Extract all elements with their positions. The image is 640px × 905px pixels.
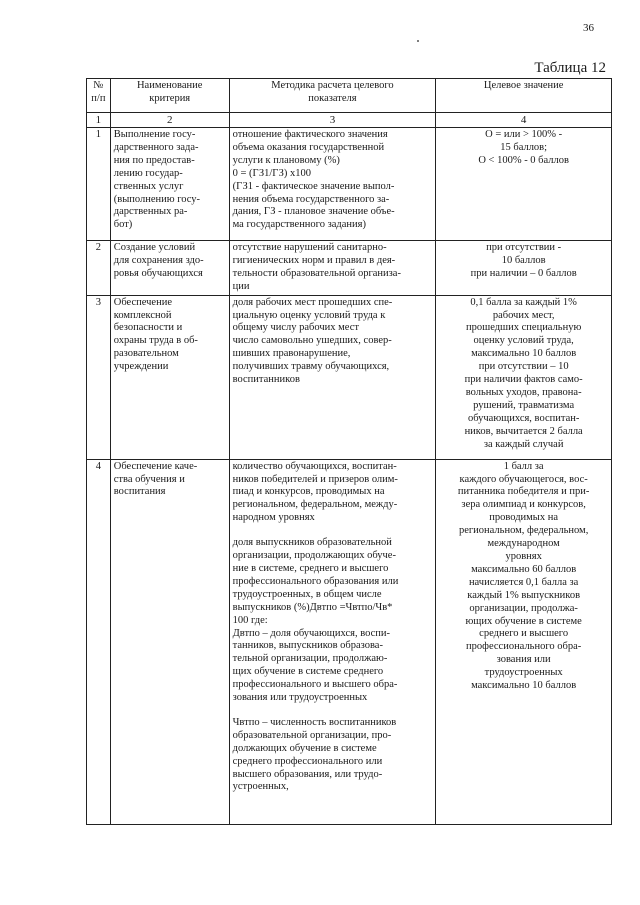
table-row — [87, 295, 612, 459]
row-target: 1 балл за каждого обучающегося, вос- питанника победителя и при- зера олимпиад и конкурсов, проводимых на региональном, федеральном, международном уровнях максимально 60 баллов начисляется 0,1 балла за каждый 1% выпускников организации, продолжа- ющих обучение в системе среднего и высшего профессионального обра- зования или трудоустроенных максимально 10 баллов — [436, 459, 612, 824]
method-paragraph: Чвтпо – численность воспитанников образовательной организации, про- должающих обучение в системе среднего профессионального или высшего образования, или трудо- устроенных, — [232, 716, 397, 793]
row-target: 0,1 балла за каждый 1% рабочих мест, прошедших специальную оценку условий труда, максимально 10 баллов при отсутствии – 10 при наличии фактов само- вольных уходов, правона- рушений, травматизма обучающихся, воспитан- ников, вычитается 2 балла за каждый случай — [436, 295, 612, 459]
criteria-table — [86, 78, 612, 825]
row-method — [229, 459, 436, 824]
row-criterion: Выполнение госу- дарственного зада- ния по предостав- лению государ- ственных услуг (выполнению госу- дарственных ра- бот) — [110, 128, 229, 241]
row-method: отношение фактического значения объема оказания государственной услуги к плановому (%) 0 = (ГЗ1/ГЗ) х100 (ГЗ1 - фактическое значение выпол- нения объема государственного за- дания, ГЗ - плановое значение объе- ма государственного задания) — [229, 128, 436, 241]
table-row — [87, 241, 612, 296]
table-header-row — [87, 79, 612, 113]
table-row — [87, 128, 612, 241]
row-target: при отсутствии - 10 баллов при наличии – 0 баллов — [436, 241, 612, 296]
column-number-row — [87, 113, 612, 128]
row-criterion: Создание условий для сохранения здо- ровья обучающихся — [110, 241, 229, 296]
row-number: 1 — [87, 128, 111, 241]
row-criterion: Обеспечение комплексной безопасности и охраны труда в об- разовательном учреждении — [110, 295, 229, 459]
method-paragraph: доля выпускников образовательной организации, продолжающих обуче- ние в системе, среднего и высшего профессионального образования или трудоустроенных, в общем числе выпускников (%)Двтпо =Чвтпо/Чв* 100 где: Двтпо – доля обучающихся, воспи- танников, выпускников образова- тельной организации, продолжаю- щих обучение в системе среднего профессионального и высшего обра- зования или трудоустроенных — [232, 537, 399, 704]
row-number: 4 — [87, 459, 111, 824]
column-number: 2 — [110, 113, 229, 128]
row-number: 2 — [87, 241, 111, 296]
header-method: Методика расчета целевого показателя — [229, 79, 436, 113]
stray-dot — [417, 40, 419, 42]
header-number: № п/п — [87, 79, 111, 113]
row-target: О = или > 100% - 15 баллов; О < 100% - 0 баллов — [436, 128, 612, 241]
row-method: доля рабочих мест прошедших спе- циальную оценку условий труда к общему числу рабочих мест число самовольно ушедших, совер- шивших правонарушение, получивших травму обучающихся, воспитанников — [229, 295, 436, 459]
table-title: Таблица 12 — [534, 60, 606, 76]
table-row — [87, 459, 612, 824]
header-target: Целевое значение — [436, 79, 612, 113]
row-criterion: Обеспечение каче- ства обучения и воспитания — [110, 459, 229, 824]
page-number: 36 — [583, 22, 594, 34]
column-number: 4 — [436, 113, 612, 128]
row-method: отсутствие нарушений санитарно- гигиенических норм и правил в дея- тельности образовательной организа- ции — [229, 241, 436, 296]
method-paragraph: количество обучающихся, воспитан- ников победителей и призеров олим- пиад и конкурсов, проводимых на региональном, федеральном, между- народном уровнях — [232, 460, 398, 524]
header-criterion: Наименование критерия — [110, 79, 229, 113]
row-number: 3 — [87, 295, 111, 459]
column-number: 3 — [229, 113, 436, 128]
column-number: 1 — [87, 113, 111, 128]
